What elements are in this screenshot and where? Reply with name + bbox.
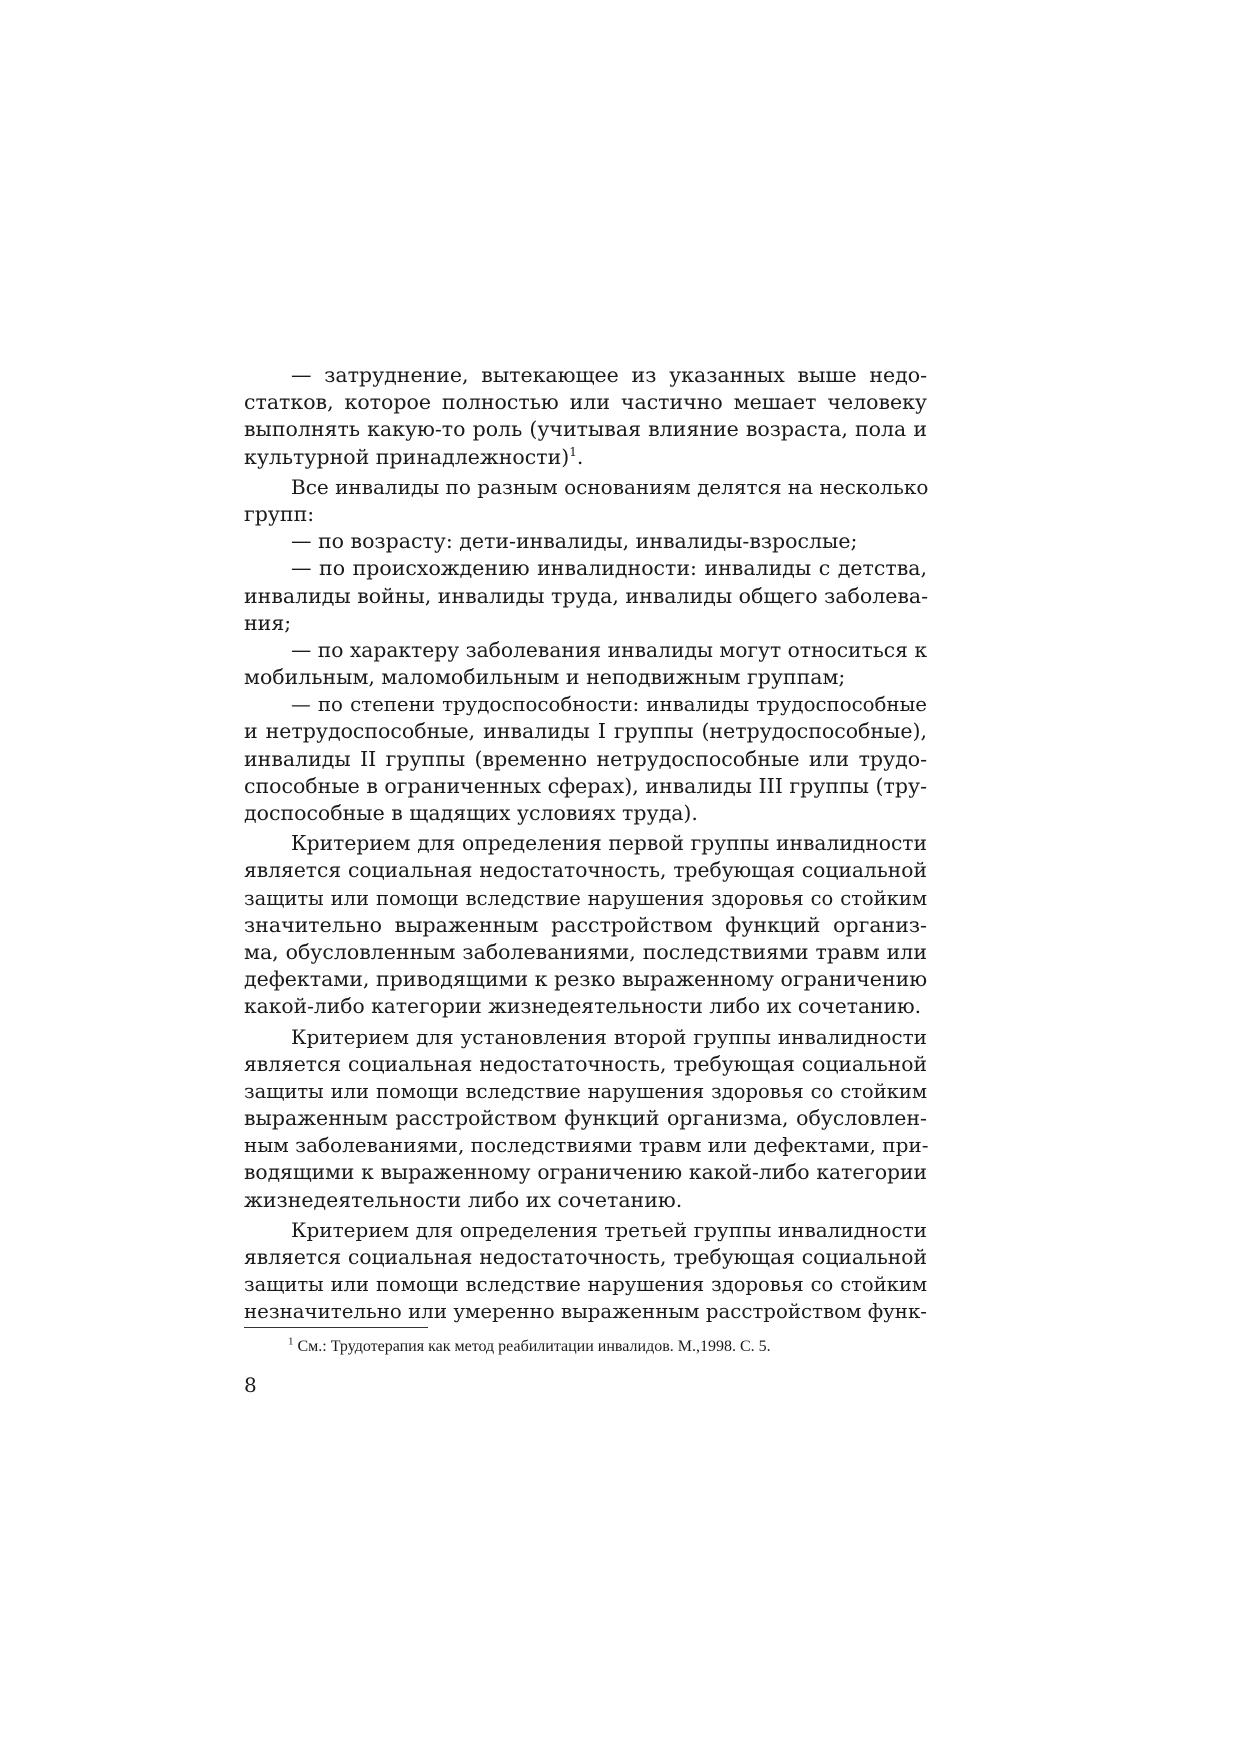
text-line: — по возрасту: дети-инвалиды, инвалиды-взрослые; (291, 529, 858, 554)
text-line: Критерием для определения первой группы инвалидности (291, 831, 927, 856)
text-line: значительно выраженным расстройством функций организ- (244, 912, 927, 937)
footnote (288, 1335, 928, 1359)
text-line: является социальная недостаточность, требующая социальной (244, 858, 927, 883)
text-line: незначительно или умеренно выраженным расстройством функ- (244, 1300, 927, 1324)
paragraph (244, 1024, 927, 1214)
text-line: и нетрудоспособные, инвалиды I группы (нетрудоспособные), (244, 719, 927, 744)
text-line: ния; (244, 610, 292, 635)
footnote-number: 1 (288, 1335, 294, 1348)
text-line: ным заболеваниями, последствиями травм или дефектами, при- (244, 1133, 929, 1158)
text-line (244, 444, 927, 471)
list-item (244, 555, 927, 637)
text-fragment: . (576, 444, 584, 469)
text-line: жизнедеятельности либо их сочетанию. (244, 1187, 683, 1212)
text-line: доспособные в щадящих условиях труда). (244, 801, 698, 825)
paragraph (244, 362, 927, 471)
text-line: является социальная недостаточность, требующая социальной (244, 1245, 927, 1269)
list-item (244, 637, 927, 691)
text-line: статков, которое полностью или частично мешает человеку (244, 390, 927, 415)
footnote-reference[interactable]: 1 (569, 444, 577, 459)
paragraph (244, 474, 927, 528)
text-line: выполнять какую-то роль (учитывая влияние возраста, пола и (244, 417, 927, 442)
list-item (244, 691, 927, 827)
text-line: защиты или помощи вследствие нарушения здоровья со стойким (244, 1273, 927, 1297)
text-line: водящими к выраженному ограничению какой-либо категории (244, 1160, 927, 1185)
text-line: групп: (244, 501, 315, 526)
main-text (244, 362, 927, 1326)
text-line: защиты или помощи вследствие нарушения здоровья со стойким (244, 1079, 927, 1103)
text-line: Все инвалиды по разным основаниям делятся на несколько (291, 474, 929, 499)
page-number: 8 (244, 1373, 257, 1397)
paragraph (244, 1217, 927, 1326)
list-item (244, 528, 927, 555)
text-line: Критерием для установления второй группы инвалидности (291, 1024, 927, 1049)
paragraph (244, 830, 927, 1020)
text-line: выраженным расстройством функций организма, обусловлен- (244, 1106, 927, 1131)
text-line: какой-либо категории жизнедеятельности либо их сочетанию. (244, 994, 922, 1019)
footnote-separator (244, 1327, 428, 1328)
text-line: ма, обусловленным заболеваниями, последствиями травм или (244, 939, 927, 964)
text-line: — по характеру заболевания инвалиды могут относиться к (291, 637, 927, 662)
text-line: способные в ограниченных сферах), инвалиды III группы (тру- (244, 773, 927, 798)
text-fragment: культурной принадлежности) (244, 444, 570, 469)
text-line: дефектами, приводящими к резко выраженному ограничению (244, 967, 928, 992)
text-line: Критерием для определения третьей группы инвалидности (291, 1217, 927, 1242)
text-line: инвалиды войны, инвалиды труда, инвалиды общего заболева- (244, 583, 929, 608)
footnote-text: См.: Трудотерапия как метод реабилитации инвалидов. М.,1998. С. 5. (293, 1338, 771, 1355)
text-line: — затруднение, вытекающее из указанных выше недо- (291, 363, 927, 387)
text-line: — по происхождению инвалидности: инвалиды с детства, (291, 556, 927, 581)
text-line: инвалиды II группы (временно нетрудоспособные или трудо- (244, 746, 927, 771)
text-line: является социальная недостаточность, требующая социальной (244, 1051, 927, 1076)
text-line: защиты или помощи вследствие нарушения здоровья со стойким (244, 886, 927, 910)
text-line: — по степени трудоспособности: инвалиды трудоспособные (291, 693, 927, 717)
text-line: мобильным, маломобильным и неподвижным группам; (244, 665, 846, 690)
